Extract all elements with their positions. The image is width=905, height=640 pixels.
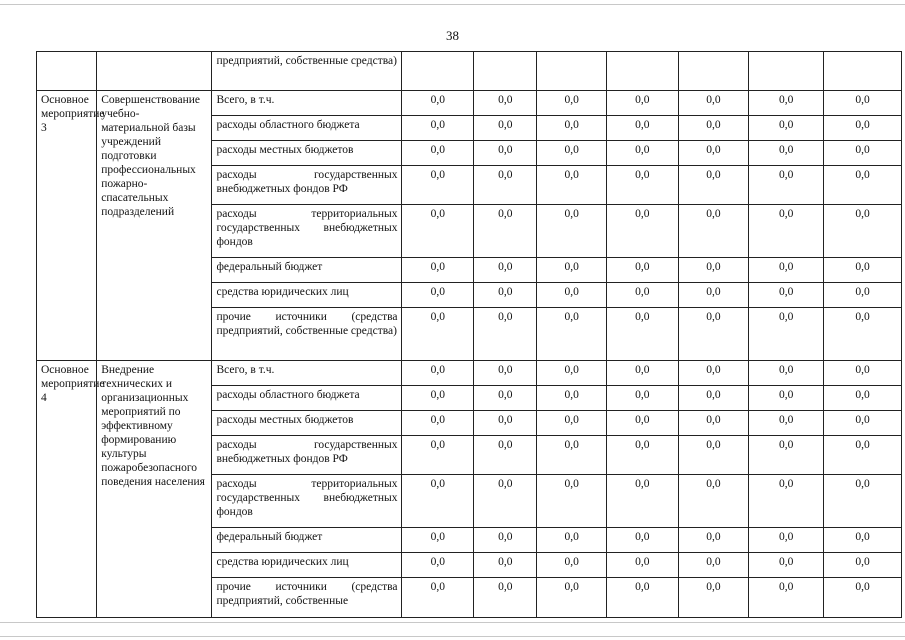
value-cell: 0,0 [474, 475, 537, 528]
source-cell: средства юридических лиц [212, 553, 402, 578]
value-cell: 0,0 [749, 258, 824, 283]
value-cell: 0,0 [607, 308, 679, 361]
value-cell: 0,0 [402, 116, 474, 141]
value-cell: 0,0 [474, 528, 537, 553]
value-cell: 0,0 [678, 553, 749, 578]
value-cell: 0,0 [537, 386, 607, 411]
value-cell: 0,0 [678, 116, 749, 141]
value-cell: 0,0 [474, 386, 537, 411]
table-row [37, 52, 902, 91]
value-cell: 0,0 [402, 258, 474, 283]
value-cell: 0,0 [607, 528, 679, 553]
value-cell: 0,0 [402, 578, 474, 618]
value-cell: 0,0 [607, 205, 679, 258]
source-cell: расходы областного бюджета [212, 386, 402, 411]
value-cell: 0,0 [607, 361, 679, 386]
top-scan-edge [0, 4, 905, 5]
value-cell: 0,0 [402, 528, 474, 553]
value-cell: 0,0 [537, 578, 607, 618]
value-cell: 0,0 [678, 361, 749, 386]
value-cell: 0,0 [824, 361, 902, 386]
value-cell: 0,0 [607, 141, 679, 166]
value-cell: 0,0 [607, 166, 679, 205]
source-cell: расходы государственных внебюджетных фондов РФ [212, 436, 402, 475]
value-cell [607, 52, 679, 91]
value-cell: 0,0 [537, 258, 607, 283]
event-cell: Основное мероприятие 3 [37, 91, 97, 361]
table-body [37, 52, 902, 618]
source-cell: Всего, в т.ч. [212, 91, 402, 116]
value-cell: 0,0 [824, 141, 902, 166]
value-cell: 0,0 [402, 436, 474, 475]
value-cell: 0,0 [474, 141, 537, 166]
value-cell: 0,0 [607, 436, 679, 475]
value-cell: 0,0 [749, 283, 824, 308]
value-cell: 0,0 [537, 553, 607, 578]
value-cell: 0,0 [824, 436, 902, 475]
value-cell: 0,0 [537, 361, 607, 386]
source-cell: расходы территориальных государственных внебюджетных фондов [212, 205, 402, 258]
value-cell: 0,0 [824, 116, 902, 141]
value-cell: 0,0 [678, 166, 749, 205]
value-cell: 0,0 [607, 283, 679, 308]
source-cell: средства юридических лиц [212, 283, 402, 308]
value-cell: 0,0 [749, 141, 824, 166]
source-cell: прочие источники (средства предприятий, собственные средства) [212, 308, 402, 361]
source-cell: расходы территориальных государственных внебюджетных фондов [212, 475, 402, 528]
value-cell [749, 52, 824, 91]
value-cell: 0,0 [607, 578, 679, 618]
value-cell: 0,0 [749, 205, 824, 258]
value-cell: 0,0 [824, 205, 902, 258]
value-cell: 0,0 [824, 308, 902, 361]
value-cell: 0,0 [402, 553, 474, 578]
value-cell: 0,0 [678, 205, 749, 258]
value-cell: 0,0 [678, 141, 749, 166]
value-cell: 0,0 [402, 411, 474, 436]
value-cell: 0,0 [749, 361, 824, 386]
value-cell: 0,0 [749, 475, 824, 528]
bottom-scan-edge [0, 622, 905, 623]
value-cell: 0,0 [474, 578, 537, 618]
value-cell: 0,0 [474, 91, 537, 116]
value-cell: 0,0 [678, 411, 749, 436]
value-cell: 0,0 [824, 528, 902, 553]
page-number: 38 [446, 28, 459, 43]
financing-table [36, 51, 902, 618]
value-cell: 0,0 [474, 258, 537, 283]
value-cell: 0,0 [537, 116, 607, 141]
value-cell: 0,0 [474, 436, 537, 475]
value-cell: 0,0 [749, 91, 824, 116]
value-cell: 0,0 [402, 386, 474, 411]
source-cell: расходы государственных внебюджетных фондов РФ [212, 166, 402, 205]
value-cell: 0,0 [474, 361, 537, 386]
value-cell: 0,0 [678, 436, 749, 475]
value-cell: 0,0 [749, 578, 824, 618]
value-cell: 0,0 [537, 436, 607, 475]
source-cell: федеральный бюджет [212, 258, 402, 283]
value-cell: 0,0 [537, 283, 607, 308]
value-cell: 0,0 [678, 528, 749, 553]
value-cell: 0,0 [607, 386, 679, 411]
source-cell: расходы местных бюджетов [212, 411, 402, 436]
value-cell: 0,0 [474, 283, 537, 308]
description-cell: Внедрение технических и организационных мероприятий по эффективному формированию культуры пожаробезопасного поведения населения [97, 361, 212, 618]
source-cell: федеральный бюджет [212, 528, 402, 553]
value-cell [402, 52, 474, 91]
value-cell: 0,0 [474, 116, 537, 141]
value-cell: 0,0 [678, 91, 749, 116]
value-cell: 0,0 [824, 166, 902, 205]
value-cell: 0,0 [749, 411, 824, 436]
description-cell: Совершенствование учебно-материальной базы учреждений подготовки профессиональных пожарно-спасательных подразделений [97, 91, 212, 361]
value-cell: 0,0 [824, 578, 902, 618]
value-cell: 0,0 [402, 361, 474, 386]
value-cell: 0,0 [824, 91, 902, 116]
value-cell: 0,0 [537, 475, 607, 528]
value-cell: 0,0 [607, 116, 679, 141]
value-cell: 0,0 [824, 258, 902, 283]
event-cell: Основное мероприятие 4 [37, 361, 97, 618]
source-cell: предприятий, собственные средства) [212, 52, 402, 91]
value-cell: 0,0 [474, 411, 537, 436]
bottom-scan-edge-2 [0, 636, 905, 637]
value-cell: 0,0 [402, 166, 474, 205]
value-cell: 0,0 [678, 283, 749, 308]
value-cell: 0,0 [607, 411, 679, 436]
value-cell: 0,0 [537, 141, 607, 166]
source-cell: прочие источники (средства предприятий, собственные [212, 578, 402, 618]
value-cell: 0,0 [749, 553, 824, 578]
value-cell: 0,0 [474, 553, 537, 578]
value-cell: 0,0 [749, 308, 824, 361]
value-cell: 0,0 [678, 578, 749, 618]
value-cell: 0,0 [537, 205, 607, 258]
value-cell: 0,0 [537, 411, 607, 436]
value-cell: 0,0 [749, 528, 824, 553]
value-cell: 0,0 [749, 386, 824, 411]
source-cell: расходы местных бюджетов [212, 141, 402, 166]
value-cell: 0,0 [749, 166, 824, 205]
value-cell: 0,0 [402, 141, 474, 166]
value-cell: 0,0 [402, 283, 474, 308]
event-cell [37, 52, 97, 91]
value-cell: 0,0 [402, 475, 474, 528]
value-cell: 0,0 [824, 475, 902, 528]
value-cell: 0,0 [402, 91, 474, 116]
value-cell: 0,0 [824, 386, 902, 411]
value-cell: 0,0 [537, 308, 607, 361]
value-cell [474, 52, 537, 91]
value-cell: 0,0 [678, 386, 749, 411]
value-cell: 0,0 [749, 116, 824, 141]
value-cell [678, 52, 749, 91]
value-cell: 0,0 [474, 205, 537, 258]
description-cell [97, 52, 212, 91]
value-cell: 0,0 [607, 475, 679, 528]
value-cell: 0,0 [607, 258, 679, 283]
value-cell: 0,0 [824, 553, 902, 578]
source-cell: Всего, в т.ч. [212, 361, 402, 386]
table-row [37, 361, 902, 386]
table-row [37, 91, 902, 116]
value-cell: 0,0 [678, 258, 749, 283]
source-cell: расходы областного бюджета [212, 116, 402, 141]
value-cell: 0,0 [402, 205, 474, 258]
value-cell: 0,0 [537, 528, 607, 553]
value-cell: 0,0 [474, 166, 537, 205]
value-cell: 0,0 [678, 475, 749, 528]
value-cell: 0,0 [607, 553, 679, 578]
value-cell: 0,0 [824, 411, 902, 436]
value-cell [824, 52, 902, 91]
value-cell: 0,0 [402, 308, 474, 361]
value-cell: 0,0 [474, 308, 537, 361]
value-cell: 0,0 [824, 283, 902, 308]
value-cell: 0,0 [607, 91, 679, 116]
value-cell: 0,0 [537, 166, 607, 205]
value-cell [537, 52, 607, 91]
value-cell: 0,0 [537, 91, 607, 116]
value-cell: 0,0 [749, 436, 824, 475]
value-cell: 0,0 [678, 308, 749, 361]
